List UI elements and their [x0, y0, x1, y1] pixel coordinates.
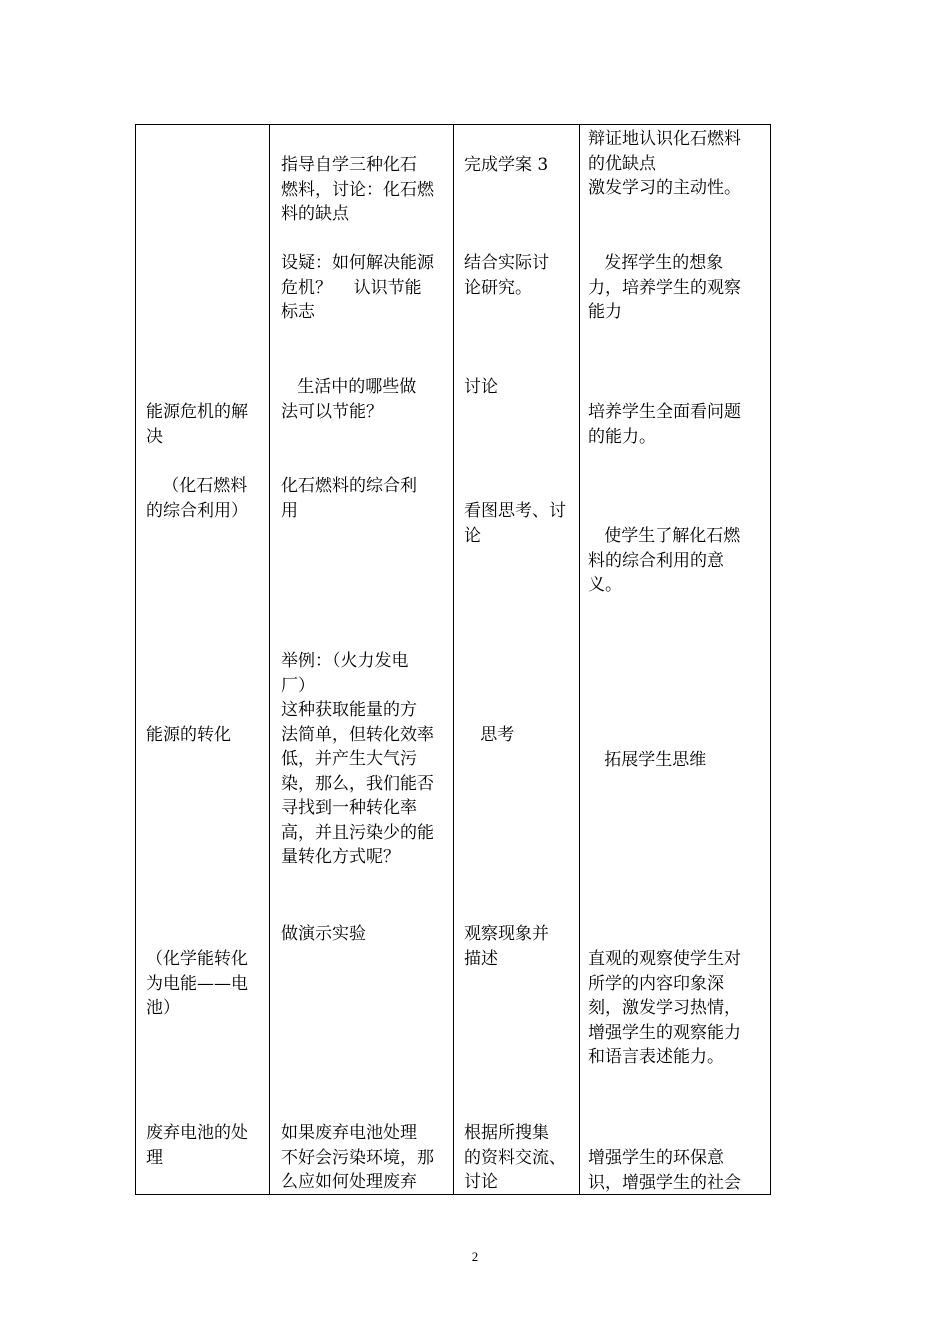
teacher-activity-cell: 生活中的哪些做 法可以节能？	[281, 377, 417, 422]
teacher-activity-cell: 化石燃料的综合利 用	[281, 476, 417, 521]
teacher-activity-cell: 指导自学三种化石 燃料，讨论：化石燃 料的缺点	[281, 155, 434, 224]
topic-cell: 废弃电池的处 理	[146, 1123, 248, 1168]
design-purpose-cell: 发挥学生的想象 力，培养学生的观察 能力	[588, 253, 741, 322]
topic-cell: （化学能转化 为电能——电 池）	[146, 949, 248, 1018]
teacher-activity-cell: 举例：（火力发电 厂） 这种获取能量的方 法简单，但转化效率 低，并产生大气污 染，那么，我们能否 寻找到一种转化率 高，并且污染少的能 量转化方式呢？	[281, 651, 434, 867]
teacher-activity-cell: 如果废弃电池处理 不好会污染环境，那 么应如何处理废弃	[281, 1123, 434, 1192]
teacher-activity-cell: 设疑：如何解决能源 危机？ 认识节能 标志	[281, 253, 434, 322]
design-purpose-cell: 使学生了解化石燃 料的综合利用的意 义。	[588, 526, 741, 595]
teacher-activity-cell: 做演示实验	[281, 924, 366, 944]
page-number: 2	[471, 1249, 479, 1264]
topic-cell: （化石燃料 的综合利用）	[146, 476, 248, 521]
design-purpose-cell: 直观的观察使学生对 所学的内容印象深 刻，激发学习热情， 增强学生的观察能力 和语言表述能力。	[588, 949, 741, 1067]
design-purpose-cell: 辩证地认识化石燃料 的优缺点 激发学习的主动性。	[588, 129, 741, 198]
design-purpose-cell: 拓展学生思维	[588, 750, 707, 770]
column-divider	[269, 125, 270, 1194]
lesson-plan-table	[135, 124, 771, 1195]
design-purpose-cell: 增强学生的环保意 识，增强学生的社会	[588, 1148, 741, 1193]
student-activity-cell: 结合实际讨 论研究。	[464, 253, 549, 298]
student-activity-cell: 思考	[464, 725, 515, 745]
column-divider	[579, 125, 580, 1194]
design-purpose-cell: 培养学生全面看问题 的能力。	[588, 402, 741, 447]
student-activity-cell: 讨论	[464, 377, 498, 397]
topic-cell: 能源危机的解 决	[146, 402, 248, 447]
student-activity-cell: 观察现象并 描述	[464, 924, 549, 969]
column-divider	[453, 125, 454, 1194]
student-activity-cell: 根据所搜集 的资料交流、 讨论	[464, 1123, 566, 1192]
topic-cell: 能源的转化	[146, 725, 231, 745]
student-activity-cell: 看图思考、讨 论	[464, 501, 566, 546]
student-activity-cell: 完成学案 3	[464, 155, 549, 175]
